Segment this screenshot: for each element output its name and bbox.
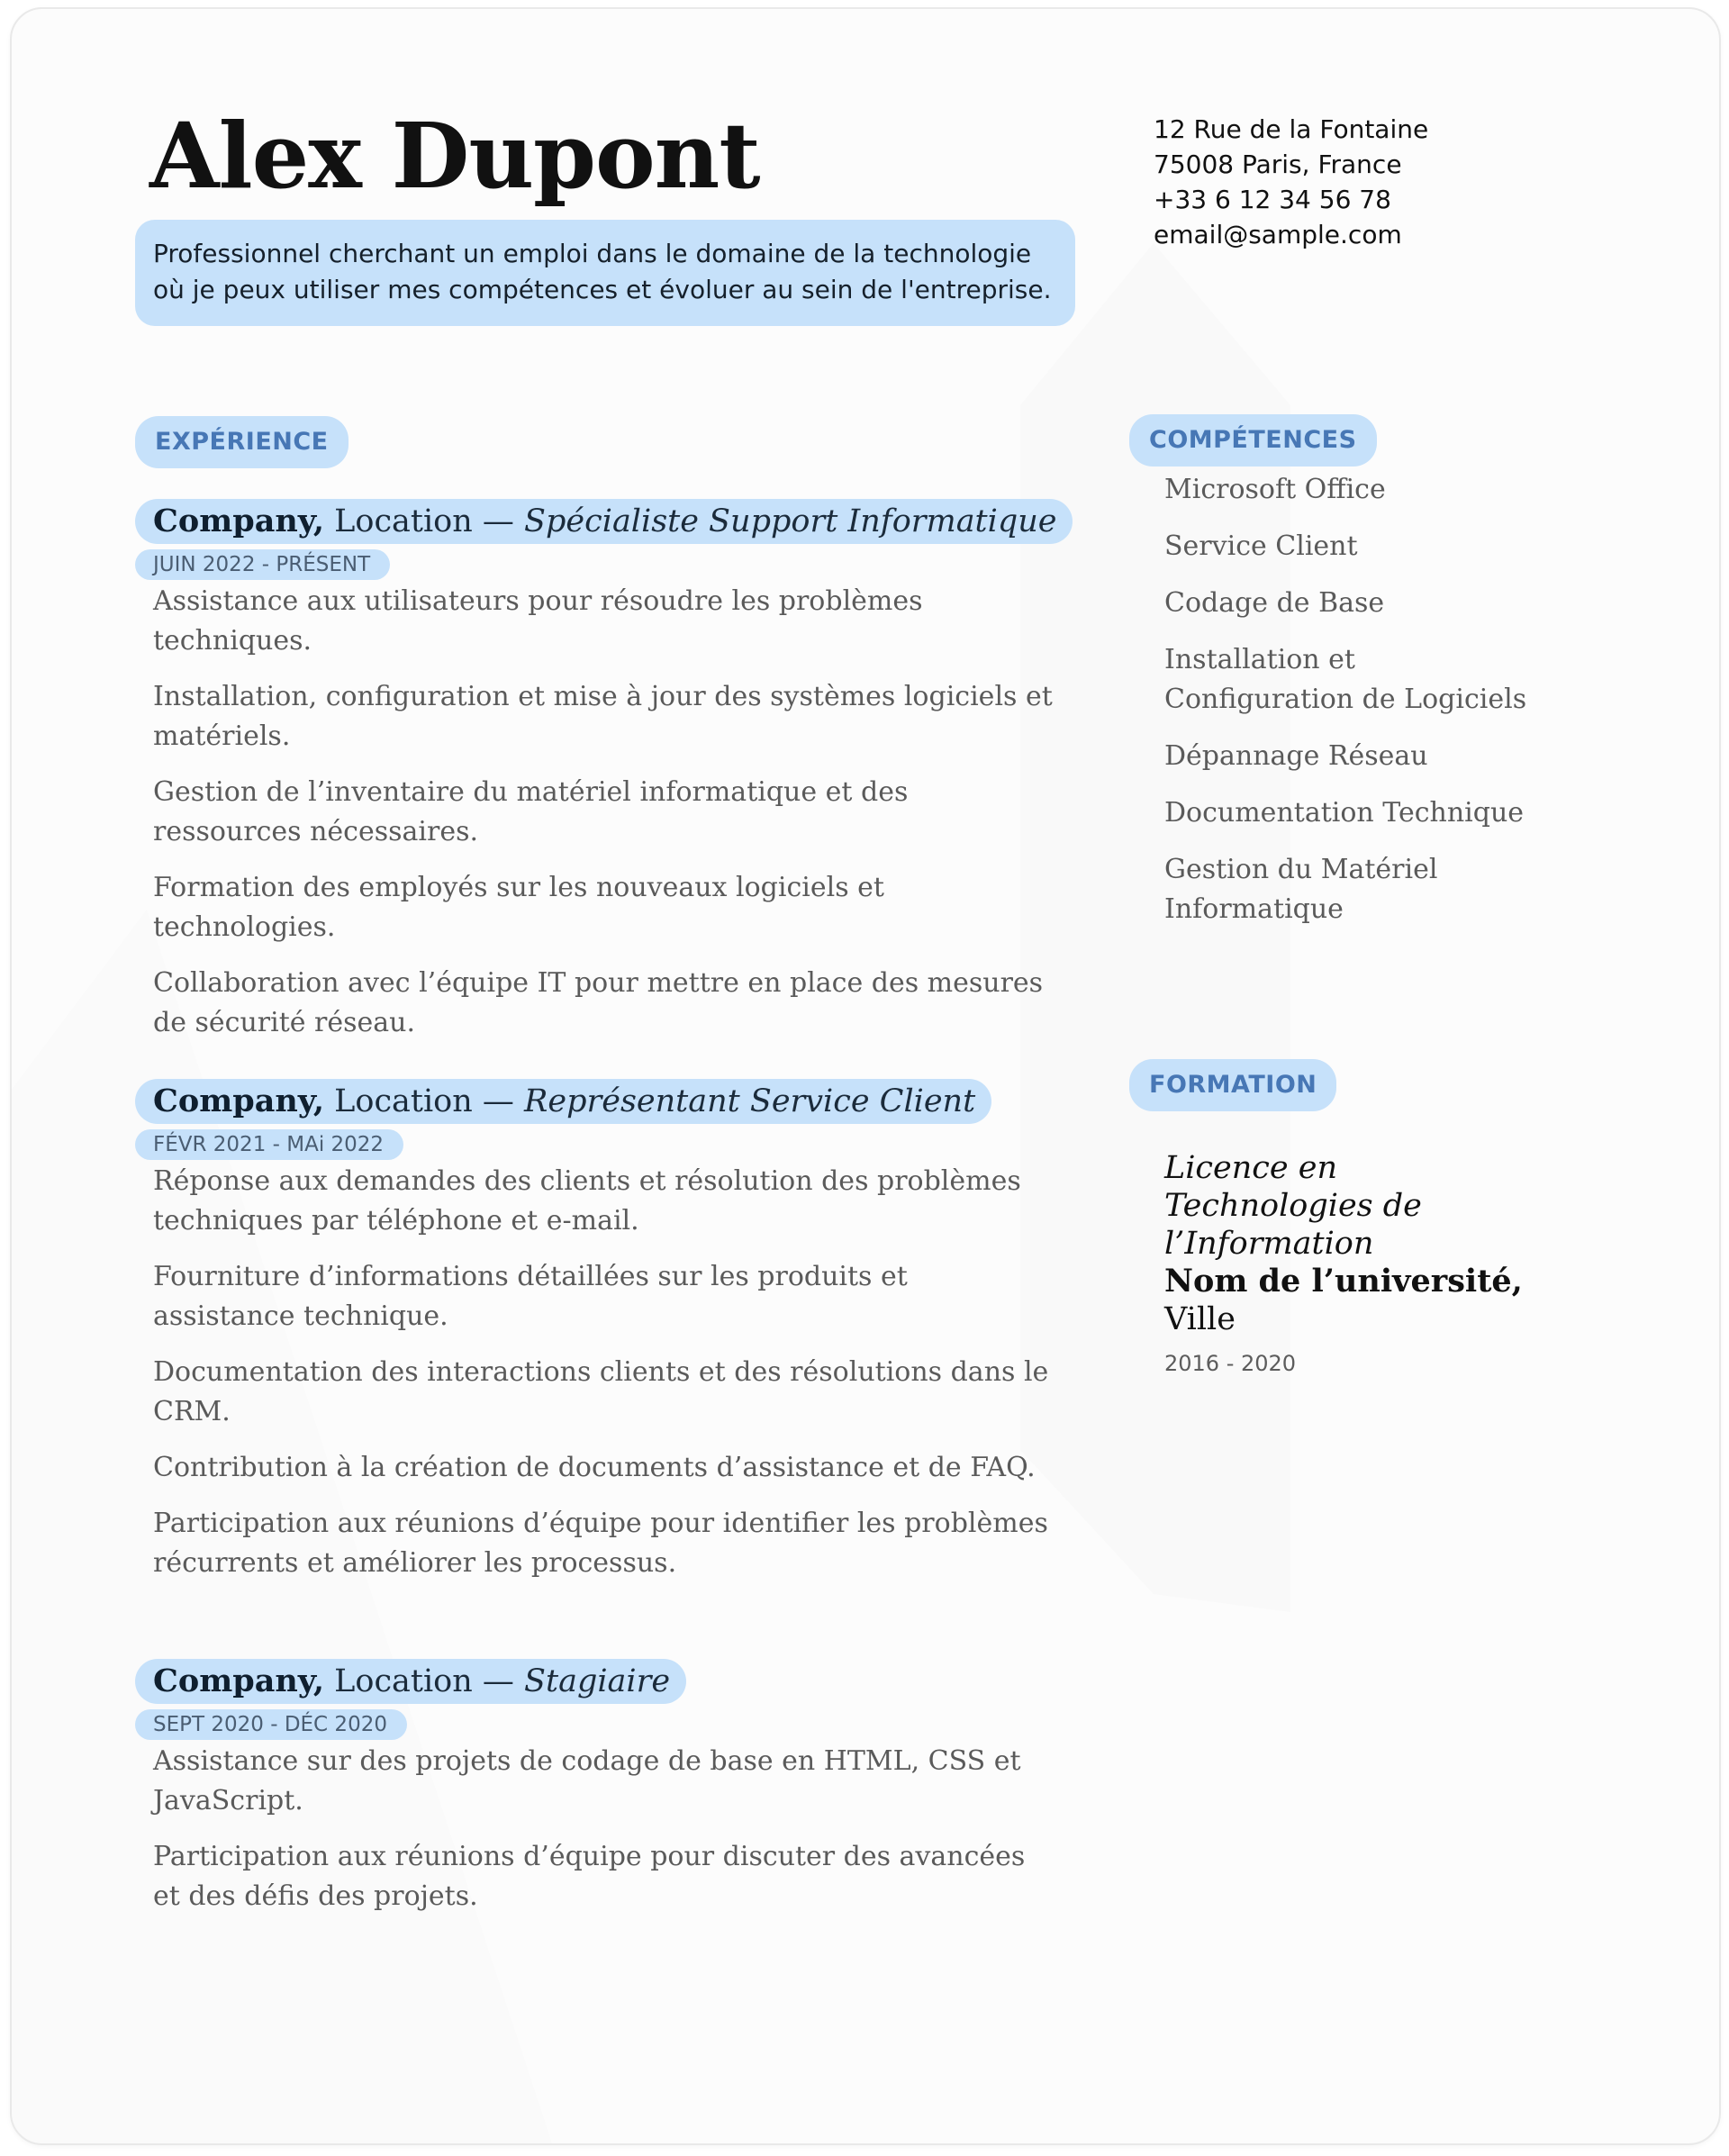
- experience-entry: [135, 499, 1090, 1059]
- job-bullet: Assistance sur des projets de codage de base en HTML, CSS et JavaScript.: [153, 1745, 1021, 1816]
- job-role: Représentant Service Client: [524, 1083, 976, 1119]
- contact-block: [1154, 112, 1428, 252]
- skills-list: [1164, 470, 1543, 947]
- job-company: Company,: [153, 503, 325, 539]
- contact-street: 12 Rue de la Fontaine: [1154, 114, 1429, 144]
- job-company: Company,: [153, 1662, 325, 1699]
- section-heading-education: FORMATION: [1129, 1059, 1336, 1111]
- section-heading-skills: COMPÉTENCES: [1129, 414, 1377, 467]
- candidate-name: Alex Dupont: [149, 103, 760, 209]
- skill-item: Service Client: [1164, 530, 1358, 562]
- job-bullet: Contribution à la création de documents d’assistance et de FAQ.: [153, 1452, 1036, 1483]
- job-title: [135, 1079, 991, 1124]
- job-bullet: Réponse aux demandes des clients et résolution des problèmes techniques par téléphone et e-mail.: [153, 1165, 1021, 1237]
- resume-page: [10, 7, 1721, 2145]
- job-bullets: [135, 582, 1090, 1043]
- job-bullet: Installation, configuration et mise à jour des systèmes logiciels et matériels.: [153, 681, 1053, 752]
- skill-item: Documentation Technique: [1164, 797, 1525, 829]
- job-dates: JUIN 2022 - PRÉSENT: [135, 549, 390, 580]
- contact-phone: +33 6 12 34 56 78: [1154, 185, 1391, 214]
- job-bullet: Collaboration avec l’équipe IT pour mettre en place des mesures de sécurité réseau.: [153, 967, 1044, 1038]
- job-bullet: Participation aux réunions d’équipe pour identifier les problèmes récurrents et améliorer les processus.: [153, 1508, 1048, 1579]
- job-bullets: [135, 1742, 1090, 1916]
- skill-item: Installation et Configuration de Logiciels: [1164, 644, 1527, 715]
- education-school-name: Nom de l’université,: [1164, 1263, 1523, 1300]
- job-bullet: Gestion de l’inventaire du matériel informatique et des ressources nécessaires.: [153, 776, 909, 847]
- job-bullet: Participation aux réunions d’équipe pour discuter des avancées et des défis des projets.: [153, 1841, 1026, 1912]
- job-bullet: Documentation des interactions clients et des résolutions dans le CRM.: [153, 1356, 1049, 1427]
- job-bullets: [135, 1162, 1090, 1583]
- education-years: 2016 - 2020: [1164, 1351, 1297, 1376]
- job-bullet: Formation des employés sur les nouveaux logiciels et technologies.: [153, 872, 884, 943]
- job-dates: SEPT 2020 - DÉC 2020: [135, 1709, 407, 1740]
- education-city: Ville: [1164, 1301, 1236, 1337]
- job-role: Stagiaire: [524, 1663, 671, 1699]
- skill-item: Gestion du Matériel Informatique: [1164, 854, 1438, 925]
- job-location: Location —: [324, 1663, 525, 1699]
- skill-item: Codage de Base: [1164, 587, 1385, 619]
- job-location: Location —: [324, 503, 525, 539]
- experience-entry: [135, 1659, 1090, 1933]
- job-dates: FÉVR 2021 - MAi 2022: [135, 1129, 403, 1160]
- job-bullet: Assistance aux utilisateurs pour résoudre les problèmes techniques.: [153, 585, 923, 657]
- job-company: Company,: [153, 1083, 325, 1119]
- job-title: [135, 499, 1073, 544]
- job-title: [135, 1659, 686, 1704]
- education-entry: [1164, 1149, 1543, 1376]
- job-location: Location —: [324, 1083, 525, 1119]
- section-heading-experience: EXPÉRIENCE: [135, 416, 349, 468]
- contact-email[interactable]: email@sample.com: [1154, 220, 1402, 249]
- job-bullet: Fourniture d’informations détaillées sur les produits et assistance technique.: [153, 1261, 908, 1332]
- contact-city: 75008 Paris, France: [1154, 149, 1402, 179]
- education-school: [1164, 1263, 1543, 1338]
- education-degree: Licence en Technologies de l’Information: [1164, 1150, 1422, 1262]
- job-role: Spécialiste Support Informatique: [524, 503, 1057, 539]
- skill-item: Dépannage Réseau: [1164, 740, 1428, 772]
- skill-item: Microsoft Office: [1164, 474, 1386, 505]
- experience-entry: [135, 1079, 1090, 1599]
- objective-summary: Professionnel cherchant un emploi dans le domaine de la technologie où je peux utiliser mes compétences et évoluer au sein de l'entreprise.: [135, 220, 1075, 326]
